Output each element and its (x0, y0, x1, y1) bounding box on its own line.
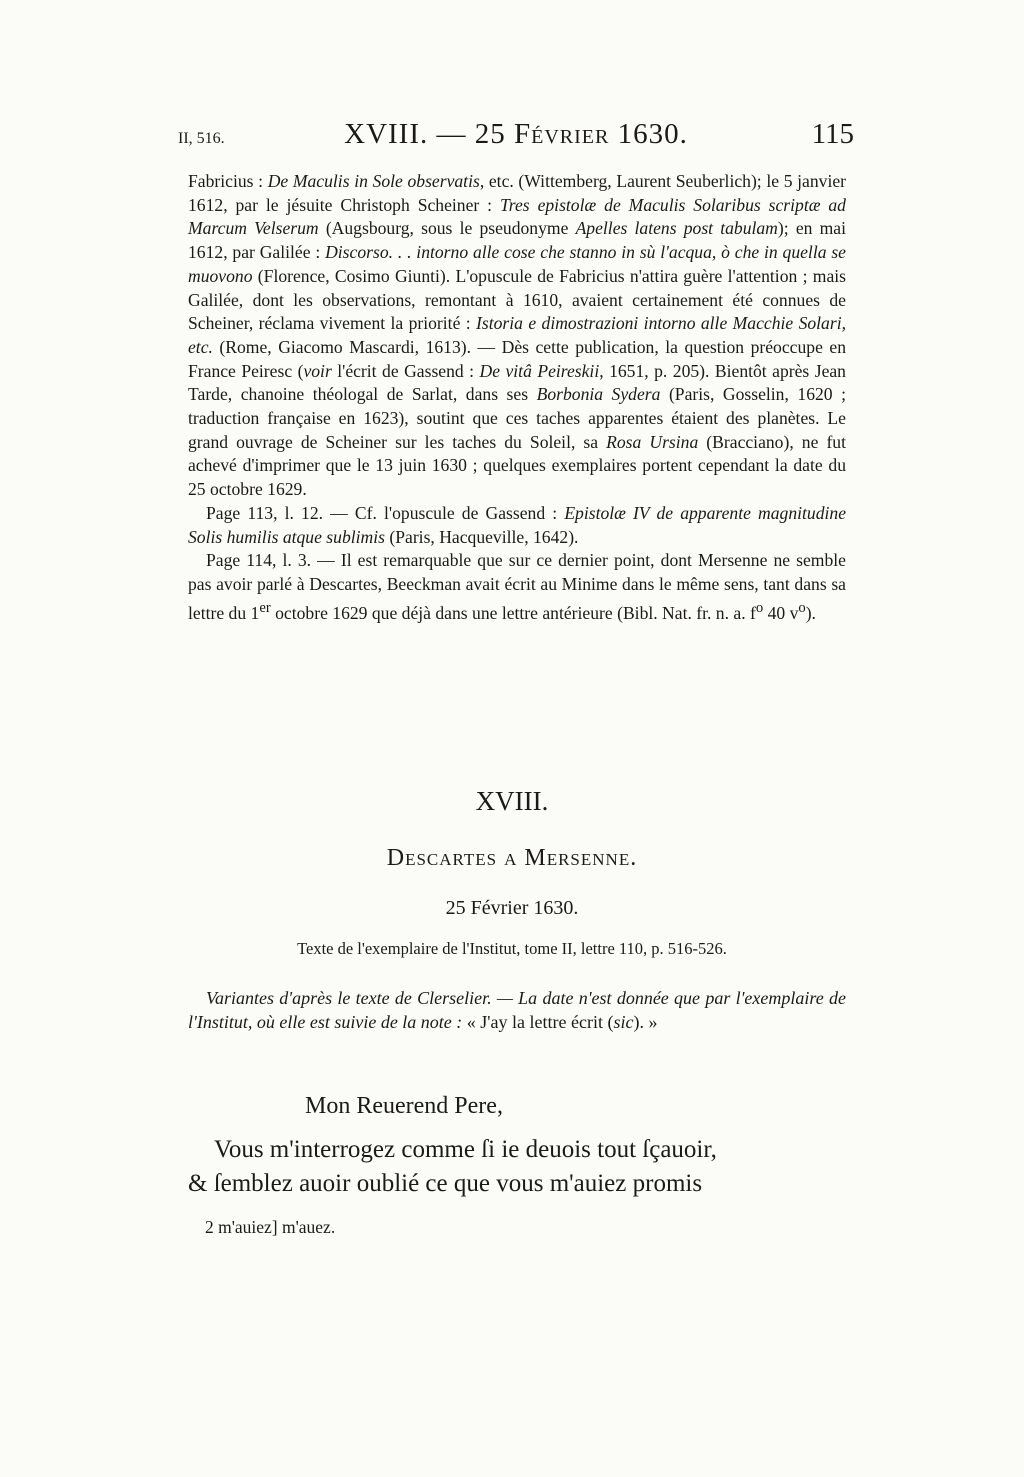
salutation: Mon Reuerend Pere, (305, 1093, 503, 1119)
running-title-month: Février (514, 118, 610, 150)
note-text: (Bracciano), ne fut achevé d'imprimer que le 13 juin 1630 ; quelques exemplaires portent cependant la date du 25 octobre 1629. (188, 431, 846, 500)
letter-body (188, 1133, 846, 1201)
running-header (178, 118, 854, 154)
note-text: Page 114, l. 3. — Il est remarquable que sur ce dernier point, dont Mersenne ne semble pas avoir parlé à Descartes, Beeckman avait écrit au Minime dans le même sens, tant dans sa lettre du 1 (188, 550, 846, 623)
superscript: o (798, 599, 806, 616)
note-paragraph (188, 170, 846, 502)
variants-paragraph (188, 986, 846, 1034)
book-title: Discorso. . . intorno alle cose che stanno in sù l'acqua, ò che in quella se muovono (188, 242, 846, 286)
body-line: & ſemblez auoir oublié ce que vous m'auiez promis (188, 1170, 703, 1197)
note-text: ); en mai 1612, par Galilée : (188, 218, 846, 263)
sic-mark: sic (613, 1012, 634, 1032)
superscript: er (259, 599, 271, 616)
book-title: Rosa Ursina (606, 431, 699, 452)
note-text: , etc. (Wittemberg, Laurent Seuberlich); le 5 janvier 1612, par le jésuite Christoph Scheiner : (188, 171, 846, 215)
footnote: 2 m'auiez] m'auez. (205, 1217, 336, 1237)
book-title: Apelles latens post tabulam (575, 218, 778, 239)
book-title: Istoria e dimostrazioni intorno alle Macchie Solari, etc. (188, 313, 846, 357)
source-note: Texte de l'exemplaire de l'Institut, tome II, lettre 110, p. 516-526. (297, 939, 727, 958)
book-title: Tres epistolæ de Maculis Solaribus scriptæ ad Marcum Velserum (188, 194, 846, 239)
note-text: (Florence, Cosimo Giunti). L'opuscule de Fabricius n'attira guère l'attention ; mais Galilée, dont les observations, remontant à 1610, avaient certainement été connues de Scheiner, réclama vivement la priorité : (188, 265, 846, 334)
note-text: (Rome, Giacomo Mascardi, 1613). — Dès cette publication, la question préoccupe en France Peiresc ( (188, 336, 846, 381)
note-text: octobre 1629 que déjà dans une lettre antérieure (Bibl. Nat. fr. n. a. f (270, 602, 756, 623)
variants-text: Variantes d'après le texte de Clerselier. — La date n'est donnée que par l'exemplaire de l'Institut, où elle est suivie de la note : (188, 988, 846, 1032)
page-number: 115 (811, 118, 854, 150)
note-paragraph (188, 502, 846, 549)
running-title-year: 1630. (617, 118, 688, 150)
note-text: , 1651, p. 205). Bientôt après Jean Tarde, chanoine théologal de Sarlat, dans ses (188, 360, 846, 405)
note-text-italic: voir (303, 360, 332, 381)
note-text: Page 113, l. 12. — Cf. l'opuscule de Gassend : (206, 502, 565, 523)
note-paragraph (188, 549, 846, 625)
letter-date: 25 Février 1630. (445, 897, 579, 919)
running-title (178, 118, 854, 151)
note-text: (Paris, Gosselin, 1620 ; traduction française en 1623), soutint que ces taches apparentes étaient des planètes. Le grand ouvrage de Scheiner sur les taches du Soleil, sa (188, 384, 846, 452)
body-line: Vous m'interrogez comme ſi ie deuois tout ſçauoir, (214, 1136, 717, 1163)
variants-quote: « J'ay la lettre écrit ( (462, 1012, 614, 1032)
letter-title: Descartes a Mersenne. (386, 845, 638, 871)
note-text: 40 v (763, 602, 799, 623)
page-reference: II, 516. (178, 130, 225, 147)
book-title: Epistolæ IV de apparente magnitudine Solis humilis atque sublimis (188, 502, 846, 547)
note-text: ). (805, 602, 816, 623)
book-title: De vitâ Peireskii (479, 360, 600, 381)
variants-note (188, 986, 846, 1034)
note-text: (Paris, Hacqueville, 1642). (384, 526, 579, 547)
variants-quote-end: ). » (633, 1012, 658, 1032)
running-title-number: XVIII. — 25 (344, 118, 506, 150)
note-text: l'écrit de Gassend : (331, 360, 480, 381)
notes-section (188, 170, 846, 625)
book-title: De Maculis in Sole observatis (267, 171, 480, 191)
book-title: Borbonia Sydera (536, 384, 661, 405)
letter-number: XVIII. (475, 786, 549, 816)
note-text: Fabricius : (188, 171, 268, 191)
note-text: (Augsbourg, sous le pseudonyme (318, 218, 576, 239)
superscript: o (755, 599, 764, 616)
